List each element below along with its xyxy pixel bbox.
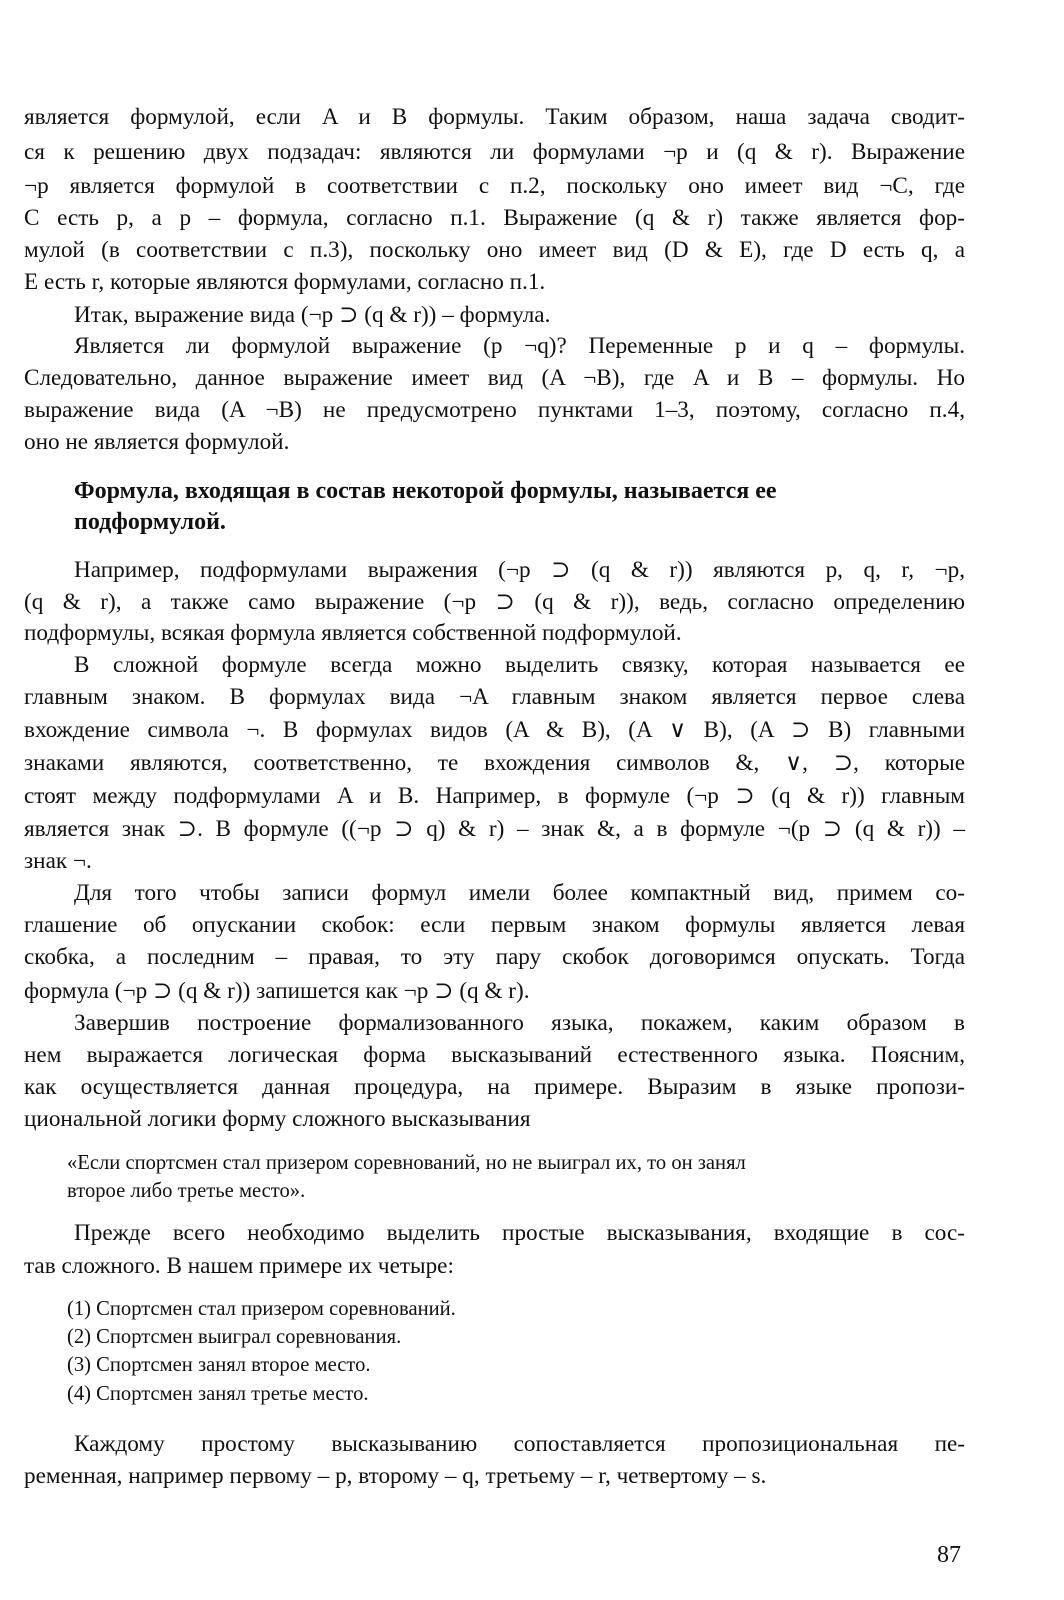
text-line: мулой (в соответствии с п.3), поскольку оно имеет вид (D & E), где D есть q, а (24, 237, 965, 263)
text-line: как осуществляется данная процедура, на примере. Выразим в языке пропози- (24, 1074, 965, 1100)
text-line: главным знаком. В формулах вида ¬A главным знаком является первое слева (24, 684, 965, 710)
text-line: Является ли формулой выражение (p ¬q)? Переменные p и q – формулы. (74, 333, 965, 359)
text-line: скобка, а последним – правая, то эту пару скобок договоримся опускать. Тогда (24, 944, 965, 970)
list-item: (4) Спортсмен занял третье место. (67, 1383, 369, 1405)
text-line: стоят между подформулами A и B. Например, в формуле (¬p ⊃ (q & r)) главным (24, 783, 965, 809)
definition-line: подформулой. (74, 509, 226, 535)
text-line: тав сложного. В нашем примере их четыре: (24, 1253, 454, 1279)
text-line: оно не является формулой. (24, 429, 290, 455)
text-line: является знак ⊃. В формуле ((¬p ⊃ q) & r) – знак &, а в формуле ¬(p ⊃ (q & r)) – (24, 816, 965, 842)
text-line: В сложной формуле всегда можно выделить связку, которая называется ее (74, 652, 965, 678)
text-line: является формулой, если A и B формулы. Таким образом, наша задача сводит- (24, 104, 965, 130)
text-line: Каждому простому высказыванию сопоставляется пропозициональная пе- (74, 1431, 965, 1457)
text-line: знак ¬. (24, 848, 92, 874)
quote-line: второе либо третье место». (67, 1180, 306, 1202)
text-line: Итак, выражение вида (¬p ⊃ (q & r)) – формула. (74, 302, 551, 328)
list-item: (3) Спортсмен занял второе место. (67, 1354, 371, 1376)
text-line: вхождение символа ¬. В формулах видов (A & B), (A ∨ B), (A ⊃ B) главными (24, 717, 965, 743)
text-line: знаками являются, соответственно, те вхождения символов &, ∨, ⊃, которые (24, 750, 965, 776)
text-line: выражение вида (A ¬B) не предусмотрено пунктами 1–3, поэтому, согласно п.4, (24, 397, 965, 423)
text-line: ¬p является формулой в соответствии с п.2, поскольку оно имеет вид ¬C, где (24, 173, 965, 199)
text-line: подформулы, всякая формула является собственной подформулой. (24, 620, 682, 646)
definition-line: Формула, входящая в состав некоторой формулы, называется ее (74, 478, 777, 504)
text-line: Для того чтобы записи формул имели более компактный вид, примем со- (74, 880, 965, 906)
text-line: E есть r, которые являются формулами, согласно п.1. (24, 269, 546, 295)
list-item: (2) Спортсмен выиграл соревнования. (67, 1326, 402, 1348)
quote-line: «Если спортсмен стал призером соревнований, но не выиграл их, то он занял (67, 1152, 746, 1174)
text-line: ременная, например первому – p, второму – q, третьему – r, четвертому – s. (24, 1463, 767, 1489)
page-number: 87 (937, 1542, 961, 1568)
list-item: (1) Спортсмен стал призером соревнований. (67, 1298, 456, 1320)
text-line: ся к решению двух подзадач: являются ли формулами ¬p и (q & r). Выражение (24, 139, 965, 165)
text-line: глашение об опускании скобок: если первым знаком формулы является левая (24, 912, 965, 938)
text-line: Например, подформулами выражения (¬p ⊃ (q & r)) являются p, q, r, ¬p, (74, 557, 965, 583)
text-line: циональной логики форму сложного высказывания (24, 1106, 531, 1132)
text-line: C есть p, а p – формула, согласно п.1. Выражение (q & r) также является фор- (24, 205, 965, 231)
text-line: формула (¬p ⊃ (q & r)) запишется как ¬p ⊃ (q & r). (24, 978, 530, 1004)
text-line: (q & r), а также само выражение (¬p ⊃ (q & r)), ведь, согласно определению (24, 589, 965, 615)
text-line: Прежде всего необходимо выделить простые высказывания, входящие в сос- (74, 1220, 965, 1246)
text-line: Следовательно, данное выражение имеет вид (A ¬B), где A и B – формулы. Но (24, 365, 965, 391)
text-line: нем выражается логическая форма высказываний естественного языка. Поясним, (24, 1042, 965, 1068)
text-line: Завершив построение формализованного языка, покажем, каким образом в (74, 1010, 965, 1036)
